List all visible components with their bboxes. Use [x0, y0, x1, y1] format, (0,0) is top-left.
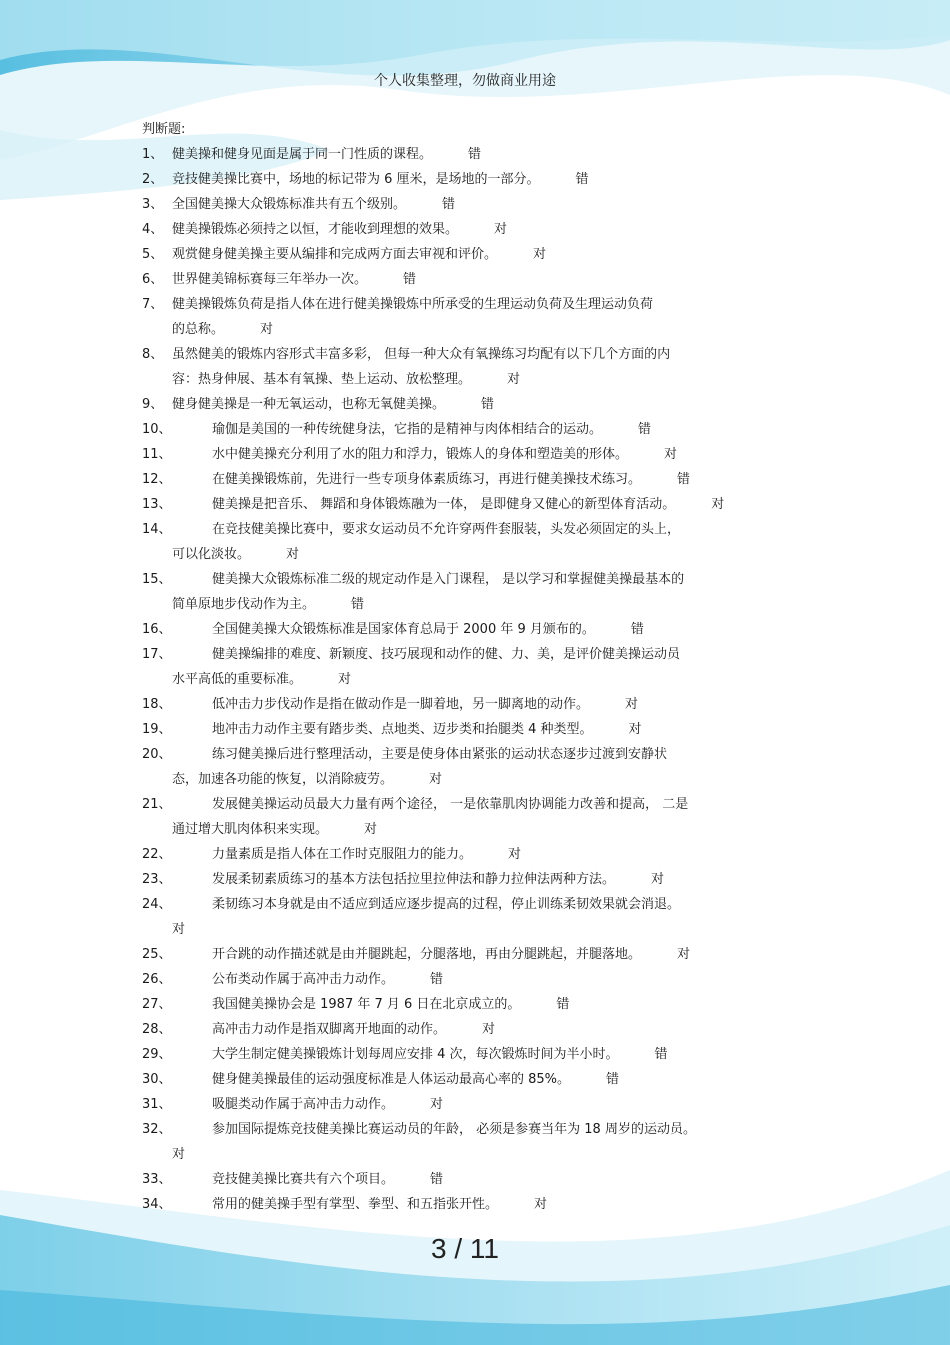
question-number: 1、: [142, 147, 164, 162]
question-item: [142, 292, 822, 342]
question-answer: 对: [507, 372, 521, 387]
question-number: 20、: [142, 747, 172, 762]
question-answer: 对: [172, 922, 186, 937]
question-number: 27、: [142, 997, 172, 1012]
question-number: 21、: [142, 797, 172, 812]
question-item: [142, 1117, 822, 1167]
question-number: 22、: [142, 847, 172, 862]
question-answer: 错: [575, 172, 589, 187]
question-answer: 错: [403, 272, 417, 287]
question-number: 12、: [142, 472, 172, 487]
question-item: [142, 217, 822, 242]
question-number: 30、: [142, 1072, 172, 1087]
question-text-continuation: [172, 817, 822, 842]
question-text: 全国健美操大众锻炼标准共有五个级别。: [172, 197, 407, 212]
question-number: 11、: [142, 447, 172, 462]
question-item: [142, 792, 822, 842]
question-answer: 错: [430, 972, 444, 987]
question-item: [142, 417, 822, 442]
question-answer: 对: [625, 697, 639, 712]
question-text: 公布类动作属于高冲击力动作。: [212, 972, 395, 987]
question-number: 28、: [142, 1022, 172, 1037]
question-text: 在健美操锻炼前，先进行一些专项身体素质练习，再进行健美操技术练习。: [212, 472, 642, 487]
question-answer: 对: [286, 547, 300, 562]
question-text: 虽然健美的锻炼内容形式丰富多彩， 但每一种大众有氧操练习均配有以下几个方面的内: [172, 347, 671, 362]
question-item: [142, 342, 822, 392]
question-item: [142, 567, 822, 617]
question-text: 参加国际提炼竞技健美操比赛运动员的年龄， 必须是参赛当年为 18 周岁的运动员。: [212, 1122, 696, 1137]
question-answer: 对: [677, 947, 691, 962]
question-answer: 对: [429, 772, 443, 787]
page-number: 3 / 11: [431, 1233, 499, 1264]
question-answer: 错: [638, 422, 652, 437]
question-number: 17、: [142, 647, 172, 662]
question-item: [142, 442, 822, 467]
question-item: [142, 617, 822, 642]
question-number: 4、: [142, 222, 164, 237]
question-item: [142, 1067, 822, 1092]
question-number: 34、: [142, 1197, 172, 1212]
question-text: 健美操大众锻炼标准二级的规定动作是入门课程， 是以学习和掌握健美操最基本的: [212, 572, 685, 587]
question-answer: 对: [430, 1097, 444, 1112]
question-text-continuation: [172, 1142, 822, 1167]
question-item: [142, 942, 822, 967]
question-answer: 对: [628, 722, 642, 737]
question-text: 竞技健美操比赛中，场地的标记带为 6 厘米，是场地的一部分。: [172, 172, 540, 187]
question-answer: 错: [481, 397, 495, 412]
question-answer: 错: [430, 1172, 444, 1187]
question-number: 33、: [142, 1172, 172, 1187]
question-item: [142, 867, 822, 892]
question-number: 31、: [142, 1097, 172, 1112]
question-number: 26、: [142, 972, 172, 987]
question-item: [142, 692, 822, 717]
question-text: 练习健美操后进行整理活动，主要是使身体由紧张的运动状态逐步过渡到安静状: [212, 747, 668, 762]
question-answer: 错: [556, 997, 570, 1012]
question-text-wrap: 通过增大肌肉体积来实现。: [172, 822, 329, 837]
question-text: 低冲击力步伐动作是指在做动作是一脚着地，另一脚离地的动作。: [212, 697, 590, 712]
question-item: [142, 467, 822, 492]
question-item: [142, 192, 822, 217]
question-number: 7、: [142, 297, 164, 312]
question-text: 吸腿类动作属于高冲击力动作。: [212, 1097, 395, 1112]
question-text: 我国健美操协会是 1987 年 7 月 6 日在北京成立的。: [212, 997, 521, 1012]
question-number: 5、: [142, 247, 164, 262]
question-text: 在竞技健美操比赛中，要求女运动员不允许穿两件套服装，头发必须固定的头上，: [212, 522, 681, 537]
question-item: [142, 1042, 822, 1067]
question-number: 32、: [142, 1122, 172, 1137]
question-number: 2、: [142, 172, 164, 187]
question-text: 健美操锻炼负荷是指人体在进行健美操锻炼中所承受的生理运动负荷及生理运动负荷: [172, 297, 654, 312]
question-text-wrap: 可以化淡妆。: [172, 547, 251, 562]
question-item: [142, 167, 822, 192]
question-text: 全国健美操大众锻炼标准是国家体育总局于 2000 年 9 月颁布的。: [212, 622, 595, 637]
question-text-continuation: [172, 317, 822, 342]
question-list: [142, 117, 822, 1217]
question-text-continuation: [172, 667, 822, 692]
question-number: 9、: [142, 397, 164, 412]
page-watermark-header: 个人收集整理，勿做商业用途: [374, 73, 556, 89]
question-answer: 对: [364, 822, 378, 837]
question-text-wrap: 容：热身伸展、基本有氧操、垫上运动、放松整理。: [172, 372, 472, 387]
question-item: [142, 242, 822, 267]
question-item: [142, 992, 822, 1017]
question-item: [142, 742, 822, 792]
question-number: 14、: [142, 522, 172, 537]
question-text-wrap: 态，加速各功能的恢复，以消除疲劳。: [172, 772, 394, 787]
question-answer: 对: [260, 322, 274, 337]
question-text-continuation: [172, 917, 822, 942]
question-text: 力量素质是指人体在工作时克服阻力的能力。: [212, 847, 473, 862]
question-text-wrap: 简单原地步伐动作为主。: [172, 597, 316, 612]
question-text: 开合跳的动作描述就是由并腿跳起，分腿落地，再由分腿跳起，并腿落地。: [212, 947, 642, 962]
question-answer: 对: [172, 1147, 186, 1162]
question-text: 水中健美操充分利用了水的阻力和浮力，锻炼人的身体和塑造美的形体。: [212, 447, 629, 462]
question-number: 19、: [142, 722, 172, 737]
question-answer: 对: [494, 222, 508, 237]
question-answer: 错: [351, 597, 365, 612]
question-text: 健美操编排的难度、新颖度、技巧展现和动作的健、力、美，是评价健美操运动员: [212, 647, 681, 662]
question-text: 健身健美操是一种无氧运动，也称无氧健美操。: [172, 397, 446, 412]
question-text: 常用的健美操手型有掌型、拳型、和五指张开性。: [212, 1197, 499, 1212]
question-text-wrap: 水平高低的重要标准。: [172, 672, 303, 687]
question-item: [142, 967, 822, 992]
question-answer: 错: [654, 1047, 668, 1062]
question-item: [142, 1192, 822, 1217]
question-answer: 错: [630, 622, 644, 637]
question-item: [142, 842, 822, 867]
question-number: 25、: [142, 947, 172, 962]
section-title: 判断题:: [142, 122, 186, 137]
question-number: 3、: [142, 197, 164, 212]
question-text: 健美操和健身见面是属于同一门性质的课程。: [172, 147, 433, 162]
question-number: 6、: [142, 272, 164, 287]
question-text: 观赏健身健美操主要从编排和完成两方面去审视和评价。: [172, 247, 498, 262]
question-answer: 对: [664, 447, 678, 462]
question-item: [142, 892, 822, 942]
question-text-continuation: [172, 542, 822, 567]
question-text-continuation: [172, 767, 822, 792]
question-answer: 错: [677, 472, 691, 487]
question-text: 竞技健美操比赛共有六个项目。: [212, 1172, 395, 1187]
question-text: 发展健美操运动员最大力量有两个途径， 一是依靠肌肉协调能力改善和提高， 二是: [212, 797, 689, 812]
question-answer: 对: [533, 247, 547, 262]
question-item: [142, 142, 822, 167]
question-answer: 对: [534, 1197, 548, 1212]
question-answer: 对: [482, 1022, 496, 1037]
question-number: 13、: [142, 497, 172, 512]
question-item: [142, 717, 822, 742]
question-number: 29、: [142, 1047, 172, 1062]
question-text-continuation: [172, 367, 822, 392]
question-text: 地冲击力动作主要有踏步类、点地类、迈步类和抬腿类 4 种类型。: [212, 722, 593, 737]
question-text-wrap: 的总称。: [172, 322, 225, 337]
question-item: [142, 1092, 822, 1117]
question-text: 高冲击力动作是指双脚离开地面的动作。: [212, 1022, 447, 1037]
question-item: [142, 1167, 822, 1192]
question-number: 15、: [142, 572, 172, 587]
question-answer: 错: [468, 147, 482, 162]
question-answer: 错: [442, 197, 456, 212]
question-answer: 对: [651, 872, 665, 887]
question-item: [142, 642, 822, 692]
question-number: 8、: [142, 347, 164, 362]
question-text: 发展柔韧素质练习的基本方法包括拉里拉伸法和静力拉伸法两种方法。: [212, 872, 616, 887]
question-number: 18、: [142, 697, 172, 712]
question-number: 24、: [142, 897, 172, 912]
question-item: [142, 392, 822, 417]
question-text: 健美操锻炼必须持之以恒，才能收到理想的效果。: [172, 222, 459, 237]
question-text: 大学生制定健美操锻炼计划每周应安排 4 次，每次锻炼时间为半小时。: [212, 1047, 619, 1062]
question-item: [142, 492, 822, 517]
question-item: [142, 517, 822, 567]
question-text: 世界健美锦标赛每三年举办一次。: [172, 272, 368, 287]
question-text: 瑜伽是美国的一种传统健身法，它指的是精神与肉体相结合的运动。: [212, 422, 603, 437]
question-answer: 对: [711, 497, 725, 512]
question-answer: 对: [508, 847, 522, 862]
question-number: 10、: [142, 422, 172, 437]
question-item: [142, 1017, 822, 1042]
question-answer: 错: [606, 1072, 620, 1087]
question-item: [142, 267, 822, 292]
question-number: 23、: [142, 872, 172, 887]
question-answer: 对: [338, 672, 352, 687]
question-text: 柔韧练习本身就是由不适应到适应逐步提高的过程，停止训练柔韧效果就会消退。: [212, 897, 681, 912]
question-text: 健美操是把音乐、 舞蹈和身体锻炼融为一体， 是即健身又健心的新型体育活动。: [212, 497, 676, 512]
question-text-continuation: [172, 592, 822, 617]
question-number: 16、: [142, 622, 172, 637]
question-text: 健身健美操最佳的运动强度标准是人体运动最高心率的 85%。: [212, 1072, 571, 1087]
